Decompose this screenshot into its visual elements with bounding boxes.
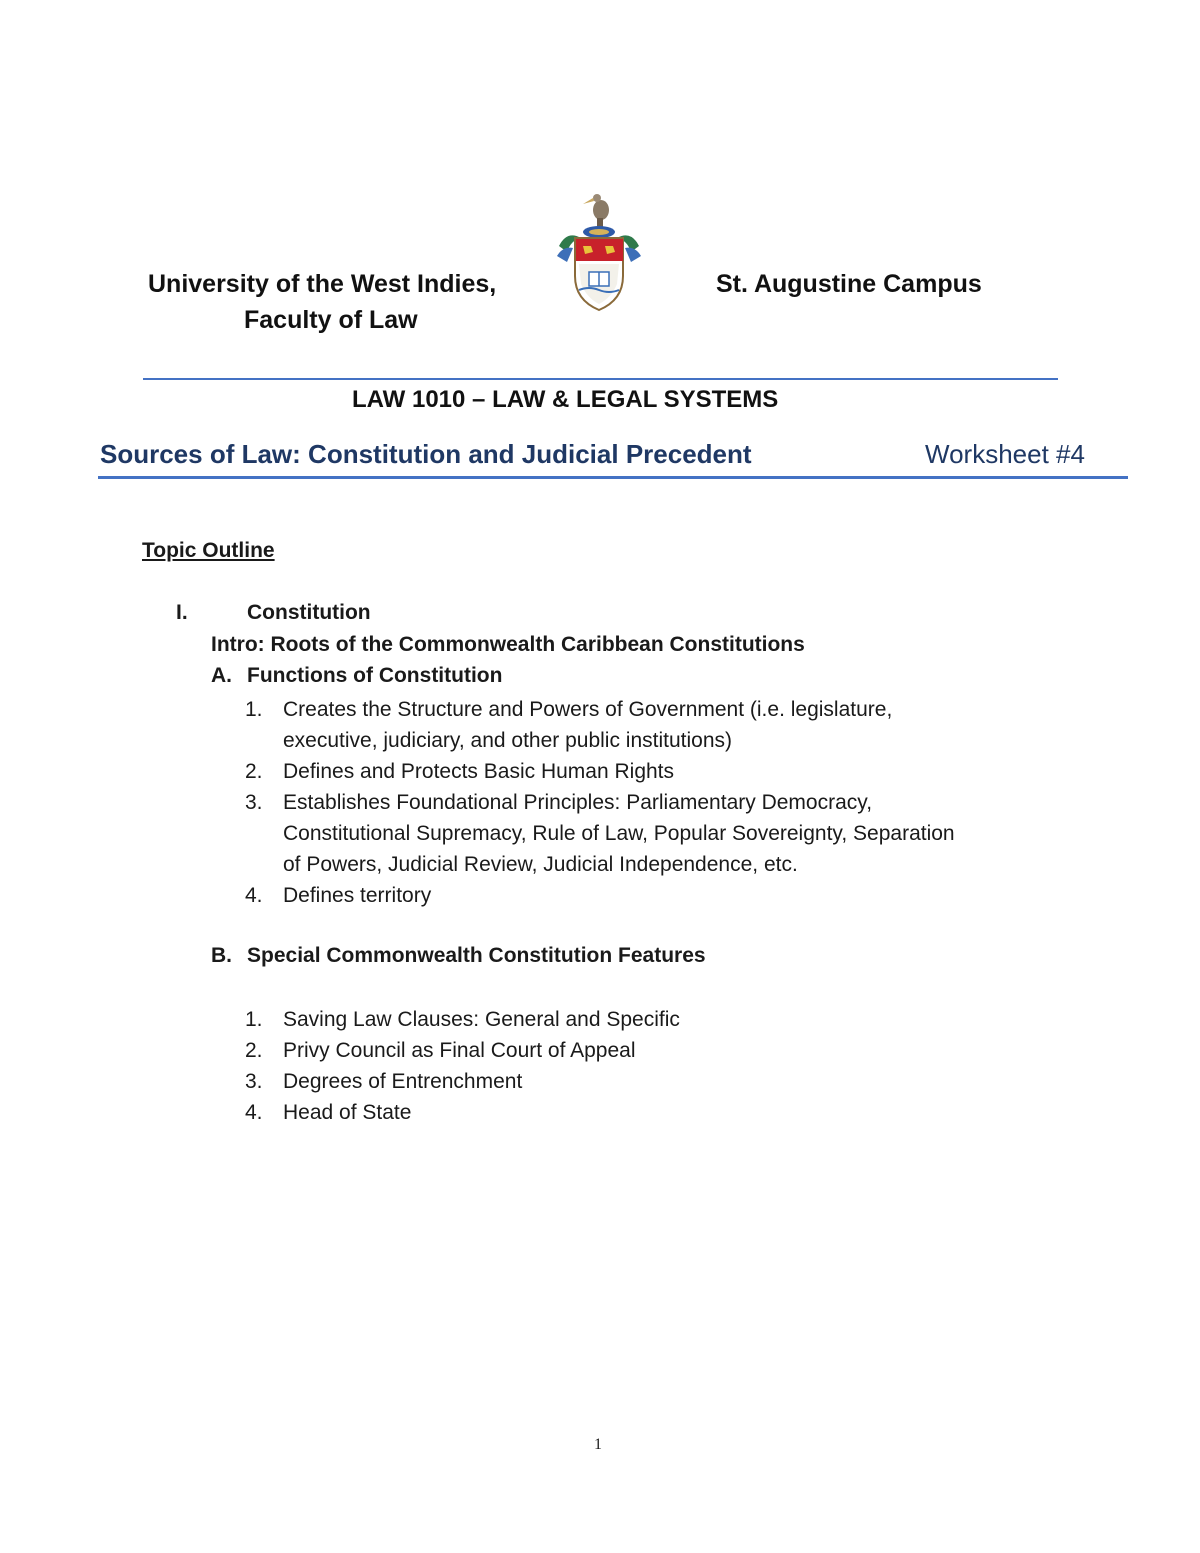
list-item-text: Head of State — [283, 1101, 412, 1124]
list-item-text: of Powers, Judicial Review, Judicial Independence, etc. — [283, 853, 798, 876]
page-number: 1 — [594, 1436, 602, 1453]
part-b-letter: B. — [211, 944, 232, 967]
list-item-text: Defines territory — [283, 884, 432, 907]
part-a-letter: A. — [211, 664, 232, 687]
header-divider — [143, 378, 1058, 380]
campus-name: St. Augustine Campus — [716, 270, 982, 298]
list-item-text: Privy Council as Final Court of Appeal — [283, 1039, 636, 1062]
list-item-number: 2. — [245, 760, 263, 783]
part-a-title: Functions of Constitution — [247, 664, 503, 687]
list-item-text: executive, judiciary, and other public institutions) — [283, 729, 733, 752]
list-item-number: 3. — [245, 791, 263, 814]
list-item-number: 4. — [245, 884, 263, 907]
worksheet-subtitle: Sources of Law: Constitution and Judicial Precedent — [100, 439, 752, 469]
list-item-text: Constitutional Supremacy, Rule of Law, Popular Sovereignty, Separation — [283, 822, 955, 845]
subtitle-divider — [98, 476, 1128, 479]
list-item-number: 3. — [245, 1070, 263, 1093]
university-name: University of the West Indies, — [148, 270, 497, 298]
list-item-text: Defines and Protects Basic Human Rights — [283, 760, 675, 783]
list-item-text: Creates the Structure and Powers of Government (i.e. legislature, — [283, 698, 893, 721]
intro-line: Intro: Roots of the Commonwealth Caribbean Constitutions — [211, 633, 805, 656]
faculty-name: Faculty of Law — [244, 306, 418, 334]
section-title: Constitution — [247, 601, 371, 624]
list-item-number: 4. — [245, 1101, 263, 1124]
section-numeral: I. — [176, 601, 188, 624]
list-item-number: 1. — [245, 1008, 263, 1031]
list-item-number: 2. — [245, 1039, 263, 1062]
list-item-number: 1. — [245, 698, 263, 721]
worksheet-number: Worksheet #4 — [925, 439, 1085, 469]
list-item-text: Saving Law Clauses: General and Specific — [283, 1008, 680, 1031]
topic-outline-heading: Topic Outline — [142, 539, 275, 562]
part-b-title: Special Commonwealth Constitution Features — [247, 944, 706, 967]
university-crest-logo — [553, 190, 645, 314]
course-title: LAW 1010 – LAW & LEGAL SYSTEMS — [352, 386, 779, 413]
list-item-text: Establishes Foundational Principles: Parliamentary Democracy, — [283, 791, 873, 814]
list-item-text: Degrees of Entrenchment — [283, 1070, 523, 1093]
